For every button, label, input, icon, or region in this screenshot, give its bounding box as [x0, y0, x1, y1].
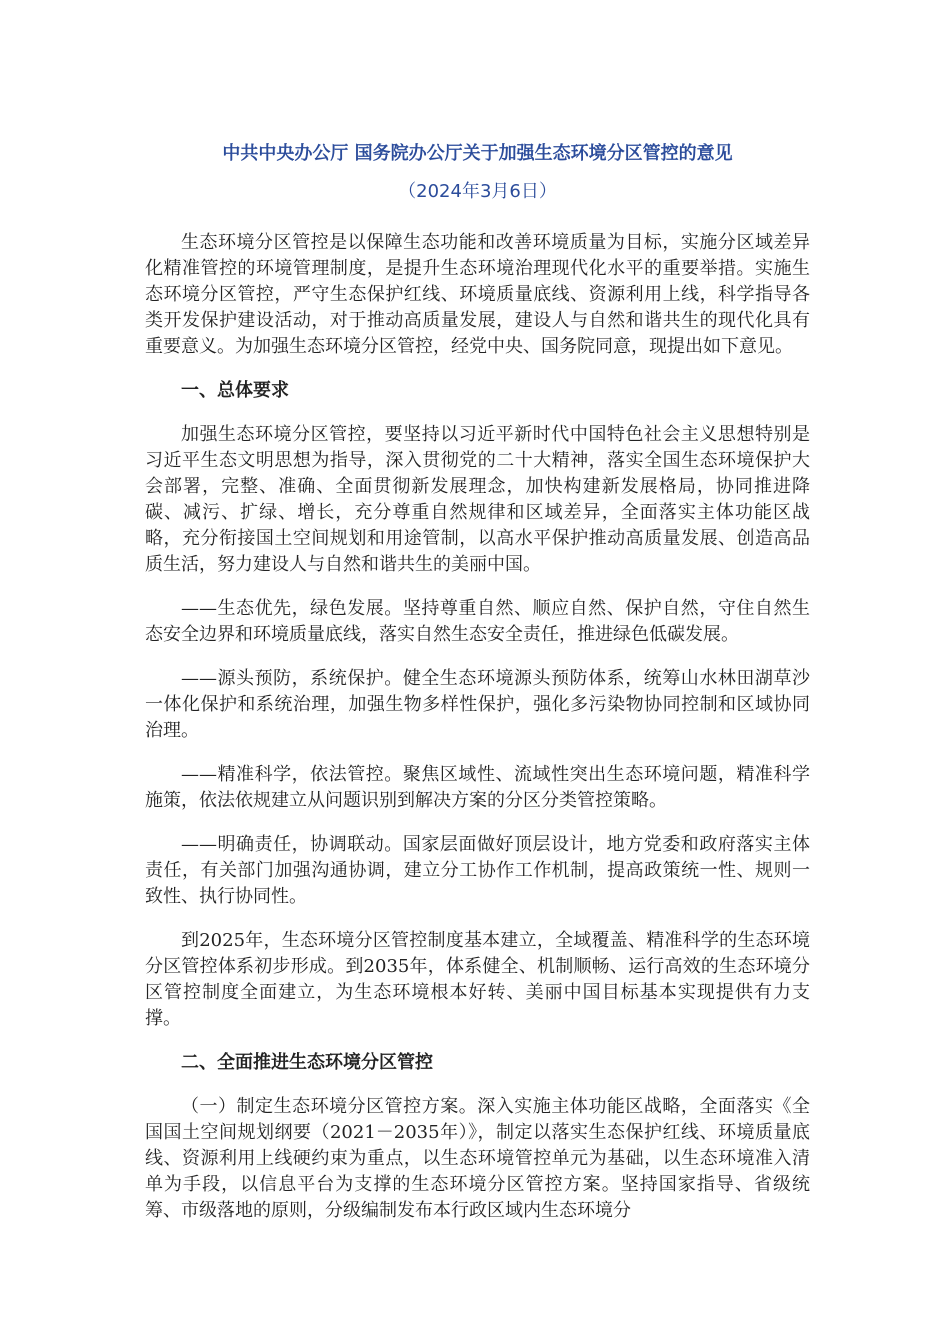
document-date: （2024年3月6日） — [398, 181, 557, 202]
principle-paragraph: ——生态优先，绿色发展。坚持尊重自然、顺应自然、保护自然，守住自然生态安全边界和环境质量底线，落实自然生态安全责任，推进绿色低碳发展。 — [145, 598, 810, 645]
document-title: 中共中央办公厅 国务院办公厅关于加强生态环境分区管控的意见 — [222, 143, 733, 164]
principle-paragraph: ——精准科学，依法管控。聚焦区域性、流域性突出生态环境问题，精准科学施策，依法依规建立从问题识别到解决方案的分区分类管控策略。 — [145, 764, 810, 811]
section-heading-1: 一、总体要求 — [181, 380, 289, 401]
principle-paragraph: ——明确责任，协调联动。国家层面做好顶层设计，地方党委和政府落实主体责任，有关部门加强沟通协调，建立分工协作工作机制，提高政策统一性、规则一致性、执行协同性。 — [145, 834, 810, 907]
document-body — [145, 140, 810, 1224]
section1-paragraph: 加强生态环境分区管控，要坚持以习近平新时代中国特色社会主义思想特别是习近平生态文明思想为指导，深入贯彻党的二十大精神，落实全国生态环境保护大会部署，完整、准确、全面贯彻新发展理念，加快构建新发展格局，协同推进降碳、减污、扩绿、增长，充分尊重自然规律和区域差异，全面落实主体功能区战略，充分衔接国土空间规划和用途管制，以高水平保护推动高质量发展、创造高品质生活，努力建设人与自然和谐共生的美丽中国。 — [145, 424, 810, 575]
principle-paragraph: ——源头预防，系统保护。健全生态环境源头预防体系，统筹山水林田湖草沙一体化保护和系统治理，加强生物多样性保护，强化多污染物协同控制和区域协同治理。 — [145, 668, 810, 741]
section2-paragraph: （一）制定生态环境分区管控方案。深入实施主体功能区战略，全面落实《全国国土空间规划纲要（2021－2035年）》，制定以落实生态保护红线、环境质量底线、资源利用上线硬约束为重点，以生态环境管控单元为基础，以生态环境准入清单为手段，以信息平台为支撑的生态环境分区管控方案。坚持国家指导、省级统筹、市级落地的原则，分级编制发布本行政区域内生态环境分 — [145, 1096, 810, 1221]
goals-paragraph: 到2025年，生态环境分区管控制度基本建立，全域覆盖、精准科学的生态环境分区管控体系初步形成。到2035年，体系健全、机制顺畅、运行高效的生态环境分区管控制度全面建立，为生态环境根本好转、美丽中国目标基本实现提供有力支撑。 — [145, 930, 810, 1029]
section-heading-2: 二、全面推进生态环境分区管控 — [181, 1052, 433, 1073]
intro-paragraph: 生态环境分区管控是以保障生态功能和改善环境质量为目标，实施分区域差异化精准管控的环境管理制度，是提升生态环境治理现代化水平的重要举措。实施生态环境分区管控，严守生态保护红线、环境质量底线、资源利用上线，科学指导各类开发保护建设活动，对于推动高质量发展，建设人与自然和谐共生的现代化具有重要意义。为加强生态环境分区管控，经党中央、国务院同意，现提出如下意见。 — [145, 232, 810, 357]
